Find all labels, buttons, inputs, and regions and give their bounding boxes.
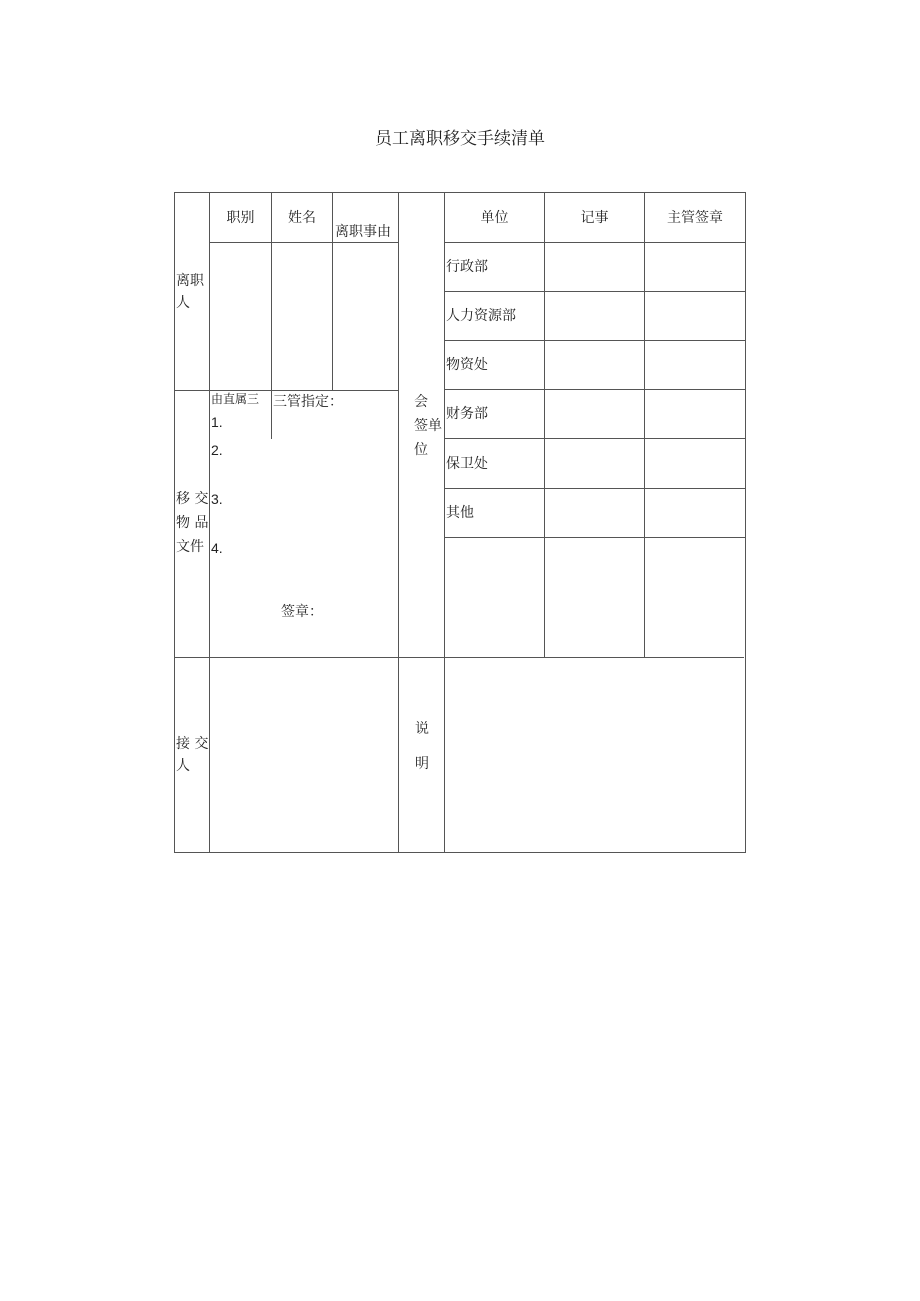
receiver-cell[interactable] xyxy=(210,658,398,852)
position-cell[interactable] xyxy=(210,243,271,390)
receiver-label: 接 交 人 xyxy=(176,736,209,774)
header-position: 职别 xyxy=(226,210,255,226)
department-hr: 人力资源部 xyxy=(446,308,516,324)
table-border-bottom xyxy=(174,852,746,853)
leaver-label: 离职 人 xyxy=(176,273,204,311)
handover-items-label: 移 交 物 品 文件 xyxy=(176,491,209,555)
handover-item-4[interactable]: 4. xyxy=(211,540,223,556)
divider-unit-notes xyxy=(544,192,545,657)
handover-signature-label: 签章： xyxy=(281,604,323,620)
table-border-left xyxy=(174,192,175,853)
divider-row-3 xyxy=(444,389,745,390)
department-materials: 物资处 xyxy=(446,357,488,373)
divider-left-block xyxy=(398,192,399,853)
page-title: 员工离职移交手续清单 xyxy=(375,129,545,149)
handover-item-1[interactable]: 1. xyxy=(211,414,223,430)
department-other: 其他 xyxy=(446,505,474,521)
divider-designate xyxy=(271,390,272,439)
designated-supervisor-label: 三管指定： xyxy=(273,394,343,410)
divider-notes-supervisor xyxy=(644,192,645,657)
table-border-right xyxy=(745,192,746,853)
handover-item-3[interactable]: 3. xyxy=(211,491,223,507)
divider-row-1 xyxy=(444,291,745,292)
header-supervisor-signature: 主管签章 xyxy=(667,210,723,226)
designated-by-label: 由直属三 xyxy=(211,392,260,406)
divider-row-5 xyxy=(444,488,745,489)
department-admin: 行政部 xyxy=(446,259,488,275)
header-leave-reason: 离职事由 xyxy=(335,224,391,240)
notes-cell[interactable] xyxy=(445,658,745,852)
header-notes: 记事 xyxy=(580,210,609,226)
notes-label: 说 明 xyxy=(415,721,429,772)
handover-item-2[interactable]: 2. xyxy=(211,442,223,458)
header-name: 姓名 xyxy=(288,210,316,226)
divider-countersign-header xyxy=(444,242,745,243)
divider-leaver-handover xyxy=(174,390,398,391)
header-unit: 单位 xyxy=(480,210,509,226)
name-cell[interactable] xyxy=(272,243,332,390)
department-security: 保卫处 xyxy=(446,456,488,472)
divider-row-6 xyxy=(444,537,745,538)
table-border-top xyxy=(174,192,746,193)
divider-row-2 xyxy=(444,340,745,341)
leave-reason-cell[interactable] xyxy=(333,243,398,390)
countersign-label: 会 签单 位 xyxy=(414,394,442,458)
department-finance: 财务部 xyxy=(446,406,488,422)
divider-row-4 xyxy=(444,438,745,439)
handover-form-table xyxy=(174,192,746,853)
